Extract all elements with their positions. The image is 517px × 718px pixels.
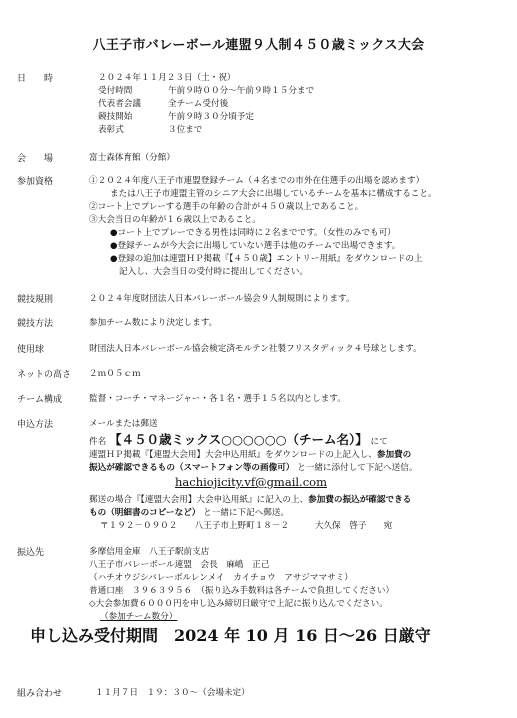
rules-value: ２０２４年度財団法人日本バレーボール協会９人制規則によります。: [89, 294, 355, 304]
date-value: ２０２４年１１月２３日（土・祝）: [98, 73, 236, 83]
team-label: チーム構成: [17, 395, 63, 405]
reception-value: 午前９時００分～午前９時１５分まで: [168, 86, 315, 96]
eligibility-line: ●コート上でプレーできる男性は同時に２名までです。（女性のみでも可）: [110, 228, 396, 238]
deadline: 申し込み受付期間 2024 年 10 月 16 日～26 日厳守: [30, 626, 431, 645]
transfer-label: 振込先: [17, 548, 45, 558]
application-line3: [89, 448, 411, 460]
eligibility-line: ●登録の追加は連盟ＨＰ掲載『【４５０歳】エントリー用紙』をダウンロードの上: [110, 254, 423, 264]
venue-value: 富士森体育館（分館）: [89, 153, 175, 163]
meeting-value: 全チーム受付後: [168, 99, 229, 109]
subject-suffix: にて: [370, 437, 388, 447]
line6-text: 郵送の場合『【連盟大会用】大会申込用紙』に記入の上、: [89, 495, 309, 505]
reception-label: 受付時間: [98, 86, 133, 96]
line3-bold: 参加費の: [376, 450, 412, 460]
eligibility-label: 参加資格: [17, 177, 54, 187]
eligibility-line: ●登録チームが今大会に出場していない選手は他のチームで出場できます。: [110, 241, 401, 251]
subject-text: 【４５０歳ミックス○○○○○○（チーム名）】: [108, 432, 368, 447]
page-title: 八王子市バレーボール連盟９人制４５０歳ミックス大会: [92, 38, 425, 53]
method-value: 参加チーム数により決定します。: [89, 318, 218, 328]
subject-prefix: 件名: [89, 437, 107, 447]
line7-text: と一緒に下記へ郵送。: [203, 508, 290, 518]
eligibility-line: または八王子市連盟主管のシニア大会に出場しているチームを基本に構成すること。: [110, 189, 437, 199]
application-line6: [89, 493, 411, 505]
pairing-value: １１月７日 １９：３０～（会場未定）: [95, 688, 250, 698]
rules-label: 競技規則: [17, 295, 54, 305]
transfer-line: 多摩信用金庫 八王子駅前支店: [89, 547, 210, 557]
transfer-line: ◇大会参加費６０００円を申し込み締切日厳守で上記に振り込んでください。: [89, 599, 388, 609]
application-line4: [89, 461, 417, 473]
ball-label: 使用球: [17, 345, 45, 355]
email-link[interactable]: hachiojicity.vf@gmail.com: [175, 475, 327, 489]
application-subject-line: [89, 430, 388, 448]
line4-bold: 振込が確認できるもの（スマートフォン等の画像可）: [89, 463, 295, 473]
mail-address: 〒１９２－０９０２ 八王子市上野町１８－２ 大久保 啓子 宛: [100, 521, 393, 531]
application-line7: [89, 506, 289, 518]
line7-bold: もの（明細書のコピーなど）: [89, 508, 201, 518]
line3-text: 連盟ＨＰ掲載『【連盟大会用】大会申込用紙』をダウンロードの上記入し、: [89, 450, 377, 460]
pairing-label: 組み合わせ: [17, 689, 63, 699]
net-label: ネットの高さ: [17, 370, 72, 380]
start-label: 競技開始: [98, 112, 133, 122]
eligibility-line: ②コート上でプレーする選手の年齢の合計が４５０歳以上であること。: [89, 202, 364, 212]
eligibility-line: ①２０２４年度八王子市連盟登録チーム（４名までの市外在住選手の出場を認めます）: [89, 176, 425, 186]
eligibility-line: 記入し、大会当日の受付時に提出してください。: [119, 267, 309, 277]
eligibility-line: ③大会当日の年齢が１６歳以上であること。: [89, 215, 261, 225]
method-label: 競技方法: [17, 319, 54, 329]
meeting-label: 代表者会議: [98, 99, 141, 109]
team-value: 監督・コーチ・マネージャー・各１名・選手１５名以内とします。: [89, 394, 346, 404]
line4-text: と一緒に添付して下記へ送信。: [297, 463, 418, 473]
transfer-line: 普通口座 ３９６３９５６ （振り込み手数料は各チームで負担してください）: [89, 586, 395, 596]
date-label: 日 時: [17, 74, 54, 84]
application-label: 申込方法: [17, 420, 54, 430]
venue-label: 会 場: [17, 154, 54, 164]
transfer-line: （参加チーム数分）: [100, 612, 178, 622]
ball-value: 財団法人日本バレーボール協会検定済モルテン社製フリスタディック４号球とします。: [89, 344, 422, 354]
line6-bold: 参加費の振込が確認できる: [308, 495, 412, 505]
award-label: 表彰式: [98, 125, 124, 135]
transfer-line: 八王子市バレーボール連盟 会長 麻嶋 正己: [89, 560, 270, 570]
transfer-line: （ハチオウジシバレーボルレンメイ カイチョウ アサジママサミ）: [89, 573, 353, 583]
award-value: ３位まで: [168, 125, 203, 135]
net-value: ２ｍ０５ｃｍ: [89, 369, 141, 379]
application-line1: メールまたは郵送: [89, 419, 158, 429]
start-value: 午前９時３０分頃予定: [168, 112, 254, 122]
